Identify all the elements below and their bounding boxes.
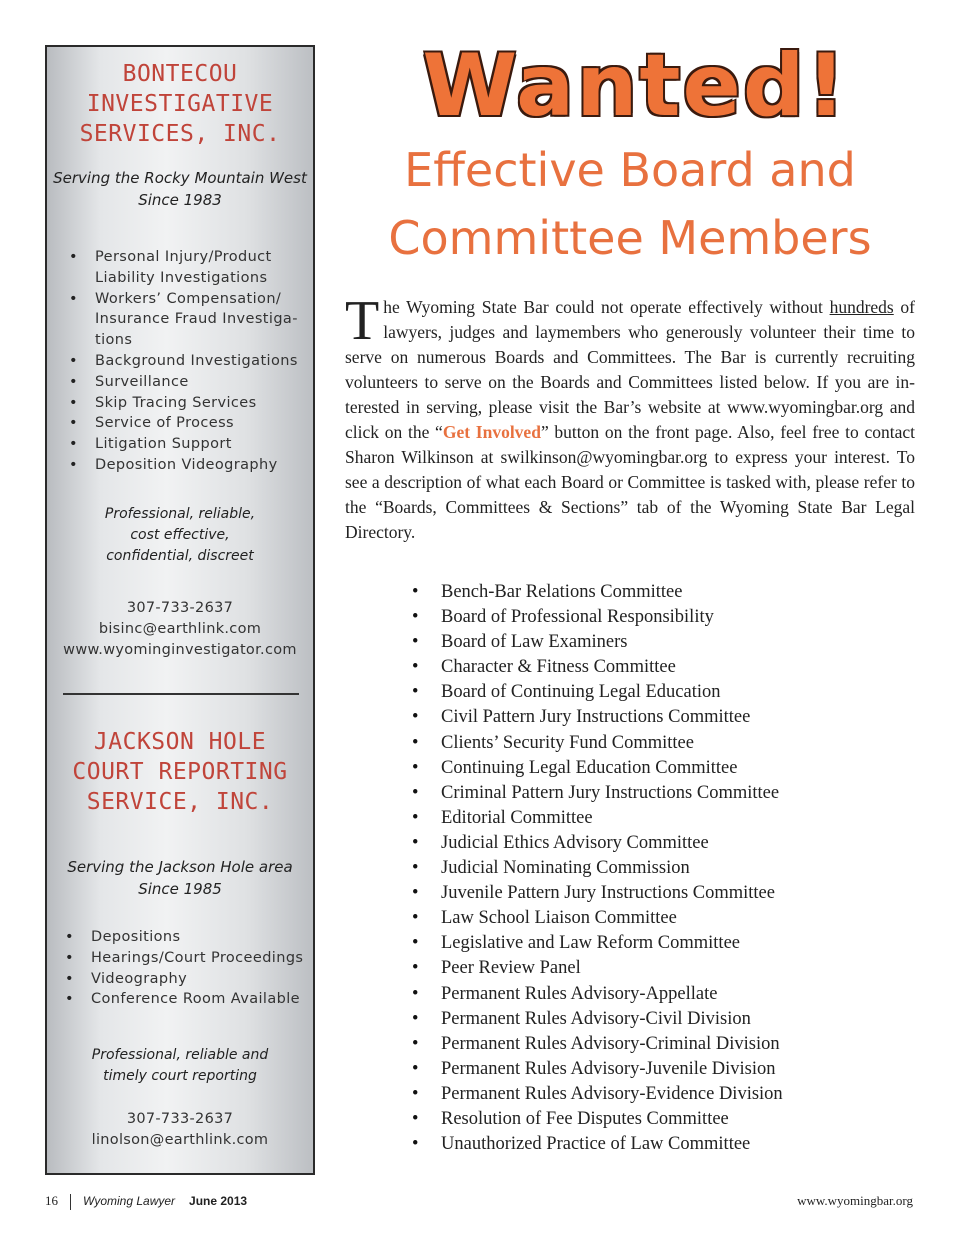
ad-service-item: • Surveillance (67, 372, 305, 393)
committee-item: • Board of Professional Responsibility (410, 605, 783, 630)
ad-slogan-line: Professional, reliable and (91, 1047, 269, 1063)
committee-item: • Criminal Pattern Jury Instructions Committee (410, 781, 783, 806)
headline: Wanted! (422, 36, 848, 136)
ad-divider (63, 693, 299, 695)
page-footer (45, 1193, 915, 1213)
ad-service-item: • Skip Tracing Services (67, 393, 305, 414)
subheadline-line: Effective Board and (404, 143, 856, 197)
intro-text: ” button on the front page. Also, feel free to contact Sharon Wilkinson at swilkinson@wyomingbar.org to express your interest. To see a description of what each Board or Committee is tasked with, please refer to the “Boards, Committees & Sections” tab of the Wyoming State Bar Legal Directory. (345, 422, 916, 542)
ad-service-item: • Deposition Videography (67, 455, 305, 476)
ad-slogan (47, 504, 313, 567)
footer-left (45, 1193, 247, 1210)
committee-item: • Clients’ Security Fund Committee (410, 731, 783, 756)
ad-tagline (47, 167, 313, 211)
ad-tagline-line: Since 1985 (138, 880, 222, 898)
ad-service-item: • Personal Injury/Product Liability Investigations (67, 247, 305, 289)
ad-company-name-line: COURT REPORTING (72, 759, 288, 785)
committee-item: • Juvenile Pattern Jury Instructions Committee (410, 881, 783, 906)
get-involved-link[interactable]: Get Involved (442, 422, 541, 442)
ad-tagline (47, 856, 313, 900)
ad-contact-block (47, 1109, 313, 1151)
ad-email[interactable]: linolson@earthlink.com (91, 1132, 269, 1148)
publication-name: Wyoming Lawyer (83, 1194, 176, 1208)
ad-slogan (47, 1045, 313, 1087)
ad-email[interactable]: bisinc@earthlink.com (98, 621, 262, 637)
ad-service-item: • Service of Process (67, 413, 305, 434)
ad-service-item: • Hearings/Court Proceedings (63, 948, 307, 969)
ad-slogan-line: cost effective, (130, 527, 230, 543)
ad-slogan-line: confidential, discreet (106, 548, 254, 564)
ad-service-item: • Depositions (63, 927, 307, 948)
ad-company-name-line: SERVICES, INC. (79, 121, 281, 147)
committee-item: • Judicial Nominating Commission (410, 856, 783, 881)
intro-text: of lawyers, judges and laymembers who generously volunteer their time to serve on numerous Boards and Committees. The Bar is currently recruiting volunteers to serve on the Boards and Committees listed below. If you are in-terested in serving, please visit the Bar’s website at www.wyomingbar.org and click on the “ (345, 297, 916, 442)
ad-company-name (47, 59, 313, 149)
committee-list (410, 580, 783, 1157)
drop-cap: T (345, 290, 380, 352)
committee-item: • Continuing Legal Education Committee (410, 756, 783, 781)
ad-company-name (47, 727, 313, 817)
committee-item: • Resolution of Fee Disputes Committee (410, 1107, 783, 1132)
committee-item: • Permanent Rules Advisory-Appellate (410, 982, 783, 1007)
intro-paragraph (345, 290, 916, 545)
intro-text: he Wyoming State Bar could not operate effectively without (383, 297, 830, 317)
ad-service-item: • Videography (63, 969, 307, 990)
committee-item: • Permanent Rules Advisory-Civil Division (410, 1007, 783, 1032)
intro-emphasis: hundreds (829, 297, 894, 317)
advertisement-panel (45, 45, 315, 1175)
committee-item: • Judicial Ethics Advisory Committee (410, 831, 783, 856)
committee-item: • Character & Fitness Committee (410, 655, 783, 680)
committee-item: • Permanent Rules Advisory-Evidence Division (410, 1082, 783, 1107)
ad-services-list (63, 927, 307, 1010)
committee-item: • Unauthorized Practice of Law Committee (410, 1132, 783, 1157)
ad-company-name-line: JACKSON HOLE (93, 729, 267, 755)
ad-company-name-line: BONTECOU (122, 61, 238, 87)
committee-item: • Board of Law Examiners (410, 630, 783, 655)
ad-company-name-line: SERVICE, INC. (86, 789, 274, 815)
committee-item: • Bench-Bar Relations Committee (410, 580, 783, 605)
ad-tagline-line: Since 1983 (138, 191, 222, 209)
page-number: 16 (45, 1193, 58, 1208)
ad-service-item: • Background Investigations (67, 351, 305, 372)
ad-service-item: • Workers’ Compensation/ Insurance Fraud Investiga-tions (67, 289, 305, 351)
ad-service-item: • Conference Room Available (63, 989, 307, 1010)
committee-item: • Law School Liaison Committee (410, 906, 783, 931)
ad-website[interactable]: www.wyominginvestigator.com (63, 642, 297, 658)
committee-item: • Legislative and Law Reform Committee (410, 931, 783, 956)
ad-slogan-line: timely court reporting (103, 1068, 257, 1084)
subheadline (345, 136, 915, 272)
ad-company-name-line: INVESTIGATIVE (86, 91, 274, 117)
ad-tagline-line: Serving the Rocky Mountain West (53, 169, 307, 187)
footer-separator (70, 1194, 71, 1210)
committee-item: • Peer Review Panel (410, 956, 783, 981)
committee-item: • Editorial Committee (410, 806, 783, 831)
ad-phone: 307-733-2637 (126, 600, 234, 616)
issue-date: June 2013 (189, 1194, 248, 1208)
footer-website[interactable]: www.wyomingbar.org (797, 1193, 913, 1208)
subheadline-line: Committee Members (388, 211, 872, 265)
committee-item: • Permanent Rules Advisory-Criminal Division (410, 1032, 783, 1057)
ad-slogan-line: Professional, reliable, (104, 506, 256, 522)
ad-services-list (67, 247, 305, 476)
committee-item: • Permanent Rules Advisory-Juvenile Division (410, 1057, 783, 1082)
ad-phone: 307-733-2637 (126, 1111, 234, 1127)
ad-tagline-line: Serving the Jackson Hole area (67, 858, 293, 876)
ad-service-item: • Litigation Support (67, 434, 305, 455)
committee-item: • Civil Pattern Jury Instructions Committee (410, 705, 783, 730)
committee-item: • Board of Continuing Legal Education (410, 680, 783, 705)
ad-contact-block (47, 598, 313, 661)
